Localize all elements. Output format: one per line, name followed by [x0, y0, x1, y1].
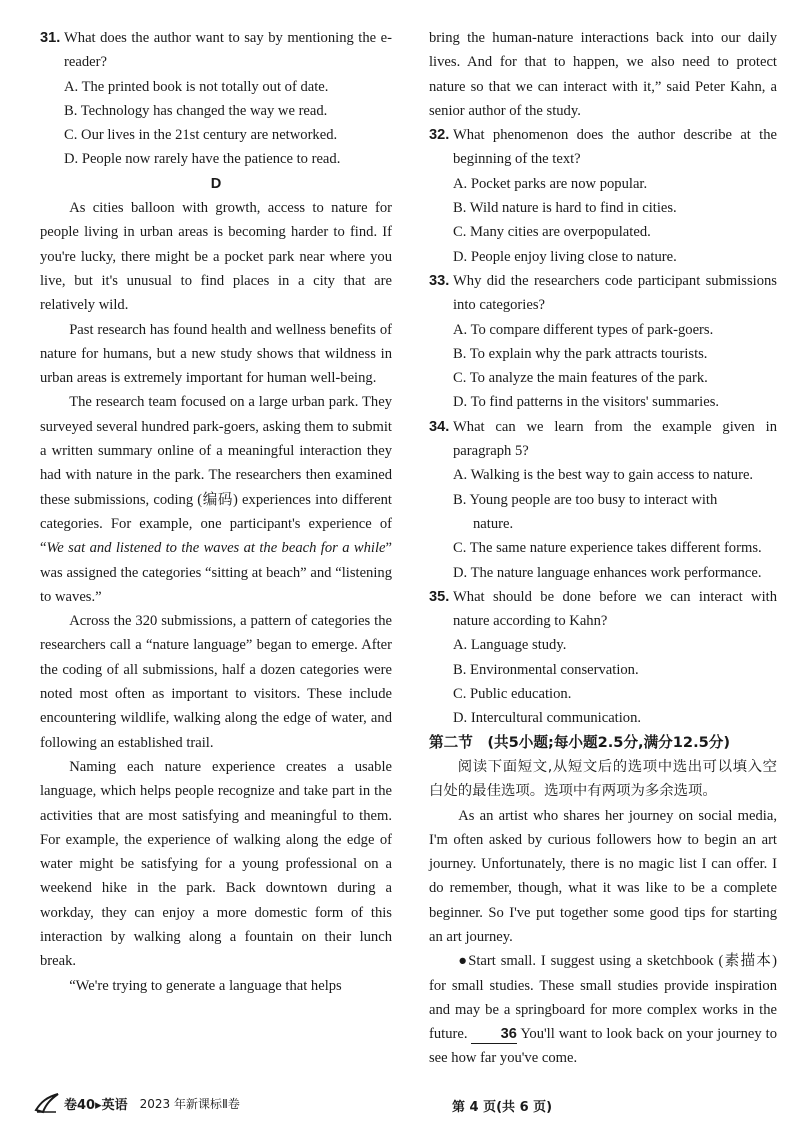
passage-paragraph-5: Naming each nature experience creates a usable language, which helps people recognize and take part in the activities that are most satisfying and meaningful to them. For example, the experience of walking along the edge of water might be satisfying for a young professional on a weekend hike in the park. Back downtown during a workday, they can enjoy a more domestic form of this interaction by walking along a fountain on their lunch break.	[40, 758, 392, 970]
option-33b: B. To explain why the park attracts tourists.	[453, 345, 708, 362]
question-number: 35.	[429, 588, 450, 605]
option-32c: C. Many cities are overpopulated.	[453, 224, 651, 241]
passage-e-paragraph-1: As an artist who shares her journey on social media, I'm often asked by curious followers how to begin an art journey. Unfortunately, there is no magic list I can offer. I do remember, though, what it was like to be a complete beginner. So I've put together some good tips for starting an art journey.	[429, 807, 777, 945]
question-text: What does the author want to say by mentioning the e-reader?	[64, 30, 392, 71]
question-34-stem	[429, 415, 777, 464]
option-35d: D. Intercultural communication.	[453, 710, 642, 727]
question-number: 32.	[429, 127, 450, 144]
option-34c: C. The same nature experience takes different forms.	[453, 540, 762, 557]
option-34b-line1: B. Young people are too busy to interact with	[453, 491, 718, 508]
question-text: What should be done before we can interact with nature according to Kahn?	[453, 588, 777, 630]
option-31d: D. People now rarely have the patience to read.	[64, 151, 341, 168]
question-number: 34.	[429, 418, 450, 435]
question-32-stem	[429, 123, 777, 172]
passage-paragraph-3	[40, 390, 392, 609]
option-34a: A. Walking is the best way to gain access to nature.	[453, 467, 754, 484]
tip-text-end: You'll want to look back on your journey to see how far you've come.	[429, 1026, 778, 1067]
passage-paragraph-6-end: bring the human-nature interactions back into our daily lives. And for that to happen, we also need to protect nature so that we can interact with it,” said Peter Kahn, a senior author of the study.	[429, 30, 777, 119]
option-35a: A. Language study.	[453, 637, 567, 654]
option-35b: B. Environmental conservation.	[453, 661, 639, 678]
paragraph-3-text: The research team focused on a large urban park. They surveyed several hundred park-goers, asking them to submit a written summary online of a meaningful interaction they had with nature in the park. The researchers then examined these submissions, coding (编码) experiences into different categories. For example, one participant's experience of “	[40, 394, 392, 557]
footer-volume-subject: 卷40▸英语	[64, 1097, 128, 1113]
right-column	[429, 26, 777, 1071]
option-32d: D. People enjoy living close to nature.	[453, 248, 677, 265]
passage-paragraph-6-start: “We're trying to generate a language that helps	[69, 977, 342, 994]
tip-start-small	[429, 949, 777, 1070]
question-number: 31.	[40, 30, 61, 46]
page-number: 第 4 页(共 6 页)	[452, 1100, 553, 1115]
page-footer	[34, 1092, 774, 1120]
blank-36[interactable]: 36	[471, 1025, 516, 1044]
question-33-stem	[429, 269, 777, 318]
option-34b	[429, 488, 777, 537]
option-31b: B. Technology has changed the way we read.	[64, 102, 328, 119]
passage-paragraph-1: As cities balloon with growth, access to nature for people living in urban areas is becoming harder to find. If you're lucky, there might be a pocket park near where you live, but it's unusual to find places in a city that are relatively wild.	[40, 200, 392, 314]
option-33c: C. To analyze the main features of the park.	[453, 370, 708, 387]
question-31-stem	[40, 26, 392, 75]
passage-label: D	[210, 175, 222, 192]
question-text: Why did the researchers code participant submissions into categories?	[453, 272, 777, 314]
option-34b-line2: nature.	[473, 515, 514, 532]
footer-logo	[34, 1092, 240, 1114]
tip-text: ●Start small. I suggest using a sketchbook (素描本) for small studies. These small studies provide inspiration and may be a springboard for more complex works in the future.	[429, 953, 777, 1043]
logo-swoosh-icon	[34, 1092, 60, 1114]
question-35-stem	[429, 585, 777, 634]
section-2-instructions: 阅读下面短文,从短文后的选项中选出可以填入空白处的最佳选项。选项中有两项为多余选项。	[429, 758, 777, 800]
option-35c: C. Public education.	[453, 686, 572, 703]
paragraph-3-text-end: ” was assigned the categories “sitting at beach” and “listening to waves.”	[40, 540, 392, 605]
question-text: What phenomenon does the author describe at the beginning of the text?	[453, 127, 777, 168]
option-31c: C. Our lives in the 21st century are networked.	[64, 127, 338, 144]
option-32a: A. Pocket parks are now popular.	[453, 175, 648, 192]
section-2-header: 第二节 (共5小题;每小题2.5分,满分12.5分)	[429, 733, 731, 751]
question-number: 33.	[429, 272, 450, 289]
participant-quote: We sat and listened to the waves at the beach for a while	[46, 540, 386, 557]
option-33a: A. To compare different types of park-goers.	[453, 321, 714, 338]
option-31a: A. The printed book is not totally out of date.	[64, 78, 329, 95]
option-33d: D. To find patterns in the visitors' summaries.	[453, 394, 720, 411]
option-32b: B. Wild nature is hard to find in cities.	[453, 200, 677, 217]
passage-paragraph-2: Past research has found health and wellness benefits of nature for humans, but a new study shows that wildness in urban areas is extremely important for human well-being.	[40, 321, 392, 387]
left-column	[40, 26, 392, 998]
option-34d: D. The nature language enhances work performance.	[453, 564, 762, 581]
question-text: What can we learn from the example given in paragraph 5?	[453, 418, 777, 460]
passage-paragraph-4: Across the 320 submissions, a pattern of categories the researchers call a “nature language” began to emerge. After the coding of all submissions, half a dozen categories were noted most often as important to visitors. These include encountering wildlife, walking along the edge of water, and following an established trail.	[40, 613, 392, 751]
footer-exam-name: 2023 年新课标Ⅱ卷	[139, 1096, 240, 1111]
